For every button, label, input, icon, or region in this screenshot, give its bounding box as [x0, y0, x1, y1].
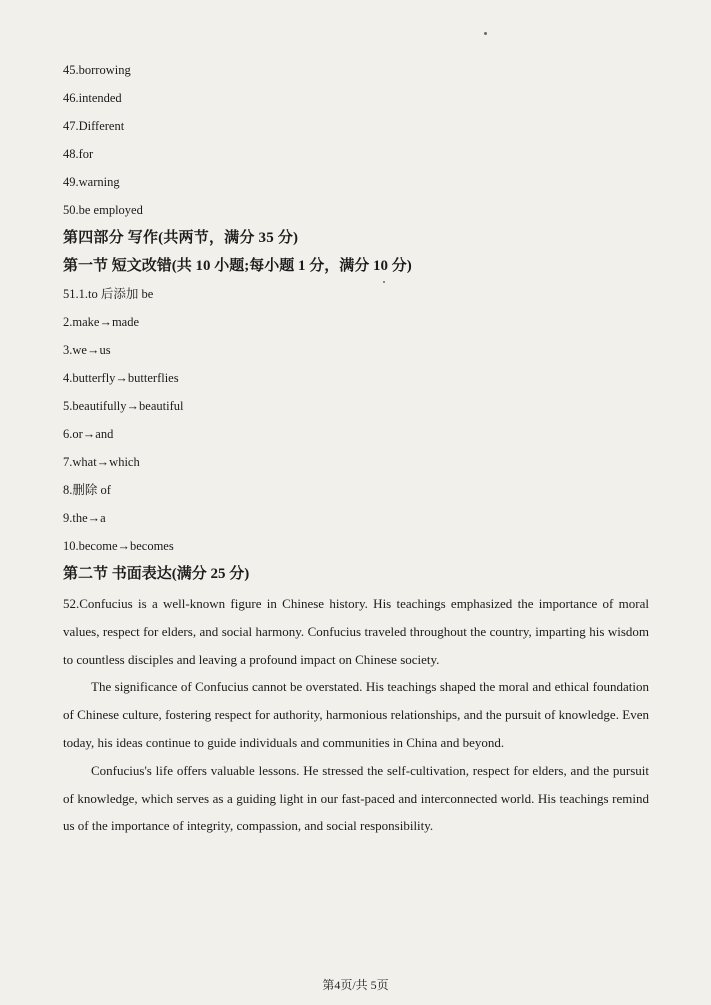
section1-heading: 第一节 短文改错(共 10 小题;每小题 1 分，满分 10 分) — [63, 258, 412, 274]
answer-line: 45.borrowing — [63, 63, 131, 77]
scan-speckle — [484, 32, 487, 35]
page-content — [63, 56, 649, 840]
answer-line: 47.Different — [63, 119, 125, 133]
answer-line: 46.intended — [63, 91, 122, 105]
correction-line: 2.make→made — [63, 315, 140, 329]
section2-heading: 第二节 书面表达(满分 25 分) — [63, 566, 250, 582]
correction-line: 8.删除 of — [63, 483, 111, 497]
correction-line: 7.what→which — [63, 455, 140, 469]
essay-answer — [63, 590, 649, 840]
essay-paragraph: Confucius's life offers valuable lessons. He stressed the self-cultivation, respect for elders, and the pursuit of knowledge, which serves as a guiding light in our fast-paced and interconnected world. His teachings remind us of the importance of integrity, compassion, and social responsibility. — [63, 762, 649, 834]
correction-line: 5.beautifully→beautiful — [63, 399, 184, 413]
essay-paragraph: 52.Confucius is a well-known figure in Chinese history. His teachings emphasized the importance of moral values, respect for elders, and social harmony. Confucius traveled throughout the country, imparting his wisdom to countless disciples and leaving a profound impact on Chinese society. — [63, 596, 649, 667]
correction-line: 6.or→and — [63, 427, 114, 441]
correction-line: 51.1.to 后添加 be — [63, 287, 154, 301]
answer-line: 48.for — [63, 147, 94, 161]
correction-line: 3.we→us — [63, 343, 111, 357]
correction-line: 9.the→a — [63, 511, 106, 525]
correction-line: 10.become→becomes — [63, 539, 174, 553]
part4-heading: 第四部分 写作(共两节，满分 35 分) — [63, 230, 299, 246]
answer-line: 49.warning — [63, 175, 120, 189]
page-number-footer: 第4页/共 5页 — [322, 978, 389, 992]
essay-paragraph: The significance of Confucius cannot be overstated. His teachings shaped the moral and ethical foundation of Chinese culture, fostering respect for authority, harmonious relationships, and the pursuit of knowledge. Even today, his ideas continue to guide individuals and communities in China and beyond. — [63, 679, 649, 750]
correction-line: 4.butterfly→butterflies — [63, 371, 179, 385]
answer-line: 50.be employed — [63, 203, 143, 217]
